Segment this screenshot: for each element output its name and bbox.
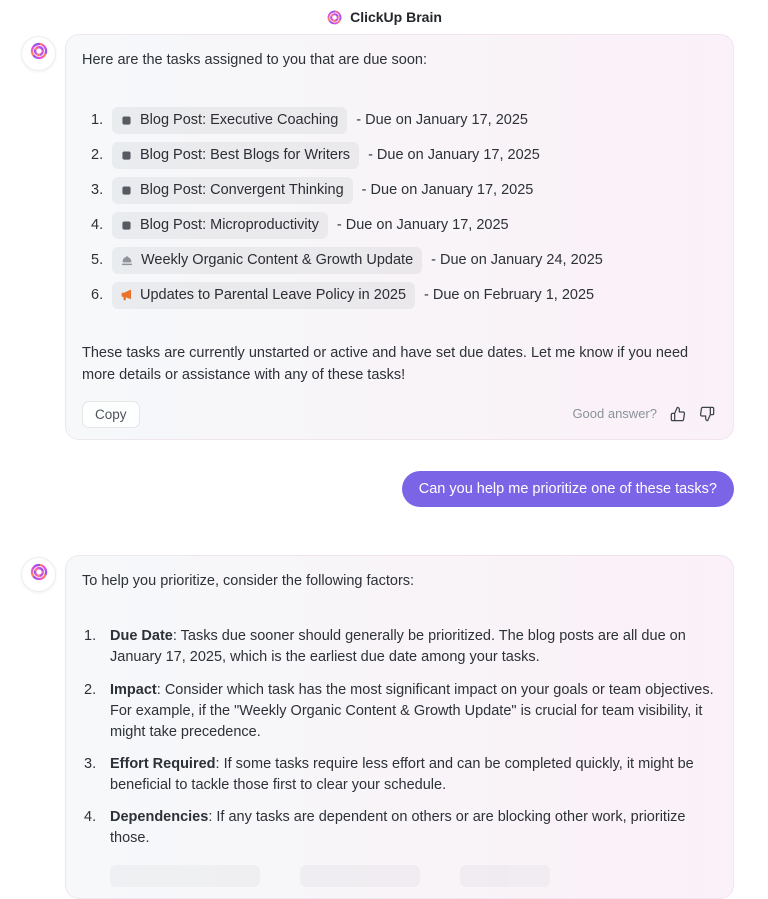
task-list-item [91, 247, 715, 274]
assistant-avatar [21, 557, 56, 592]
task-name: Blog Post: Executive Coaching [140, 112, 339, 129]
task-number: 2. [91, 147, 104, 164]
task-name: Blog Post: Best Blogs for Writers [140, 147, 351, 164]
factor-label: Impact [110, 681, 157, 698]
task-chip[interactable] [112, 282, 415, 309]
thumbs-up-icon [670, 406, 686, 422]
task-chip[interactable] [112, 247, 422, 274]
task-due-date: - Due on January 17, 2025 [356, 112, 528, 129]
task-list-item [91, 177, 715, 204]
task-name: Blog Post: Convergent Thinking [140, 182, 344, 199]
factor-text: Impact: Consider which task has the most significant impact on your goals or team objectives. For example, if the "Weekly Organic Content & Growth Update" is crucial for team visibility, it might take precedence. [110, 681, 714, 740]
user-message-bubble: Can you help me prioritize one of these tasks? [402, 471, 734, 508]
task-list-item [91, 107, 715, 134]
dome-icon [120, 254, 134, 268]
factor-label: Due Date [110, 628, 173, 645]
task-square-icon [120, 114, 133, 127]
clickup-brain-logo-icon [326, 9, 343, 26]
thumbs-up-button[interactable] [670, 406, 686, 422]
factor-list-item [84, 807, 715, 849]
factor-list-item [84, 680, 715, 743]
factor-number: 2. [84, 681, 97, 698]
task-square-icon [120, 184, 133, 197]
factor-list-item [84, 626, 715, 668]
cutoff-next-line [110, 865, 715, 887]
factor-number: 4. [84, 808, 97, 825]
task-due-date: - Due on January 17, 2025 [368, 147, 540, 164]
copy-button[interactable]: Copy [82, 401, 140, 428]
task-chip[interactable] [112, 142, 359, 169]
task-square-icon [120, 149, 133, 162]
task-square-icon [120, 219, 133, 232]
factor-label: Dependencies [110, 808, 209, 825]
task-due-date: - Due on January 24, 2025 [431, 252, 603, 269]
task-list-item [91, 212, 715, 239]
task-list-item [91, 142, 715, 169]
factor-text: Effort Required: If some tasks require less effort and can be completed quickly, it might be beneficial to tackle those first to clear your schedule. [110, 755, 694, 793]
thumbs-down-button[interactable] [699, 406, 715, 422]
factor-text: Due Date: Tasks due sooner should generally be prioritized. The blog posts are all due on January 17, 2025, which is the earliest due date among your tasks. [110, 628, 686, 666]
task-due-date: - Due on January 17, 2025 [336, 217, 509, 234]
factor-label: Effort Required [110, 755, 216, 772]
task-chip[interactable] [112, 107, 347, 134]
task-number: 6. [91, 287, 104, 304]
feedback-controls [572, 405, 715, 424]
user-message-row [0, 471, 768, 508]
task-name: Weekly Organic Content & Growth Update [141, 252, 414, 269]
factor-list [82, 626, 715, 848]
assistant-message-row-1 [0, 34, 768, 440]
task-chip[interactable] [112, 212, 328, 239]
task-list [82, 107, 715, 309]
task-number: 3. [91, 182, 104, 199]
clickup-brain-logo-icon [29, 41, 49, 66]
task-number: 5. [91, 252, 104, 269]
task-name: Blog Post: Microproductivity [140, 217, 319, 234]
task-name: Updates to Parental Leave Policy in 2025 [140, 287, 407, 304]
factor-number: 1. [84, 628, 97, 645]
message-footer [82, 401, 715, 428]
app-title: ClickUp Brain [350, 9, 442, 25]
task-due-date: - Due on January 17, 2025 [361, 182, 534, 199]
task-due-date: - Due on February 1, 2025 [424, 287, 595, 304]
thumbs-down-icon [699, 406, 715, 422]
task-number: 1. [91, 112, 104, 129]
task-list-item [91, 282, 715, 309]
message-intro: Here are the tasks assigned to you that are due soon: [82, 52, 427, 68]
factor-number: 3. [84, 755, 97, 772]
assistant-message-card-1 [65, 34, 734, 440]
megaphone-icon [120, 289, 133, 302]
header [0, 0, 768, 34]
task-number: 4. [91, 217, 104, 234]
assistant-message-card-2 [65, 555, 734, 898]
factor-list-item [84, 754, 715, 796]
message-closing: These tasks are currently unstarted or active and have set due dates. Let me know if you need more details or assistance with any of these tasks! [82, 345, 689, 383]
message-intro: To help you prioritize, consider the following factors: [82, 573, 415, 590]
feedback-label: Good answer? [572, 405, 657, 421]
factor-text: Dependencies: If any tasks are dependent on others or are blocking other work, prioritize those. [110, 808, 686, 846]
clickup-brain-logo-icon [29, 562, 49, 587]
assistant-avatar [21, 36, 56, 71]
assistant-message-row-2 [0, 555, 768, 898]
task-chip[interactable] [112, 177, 353, 204]
